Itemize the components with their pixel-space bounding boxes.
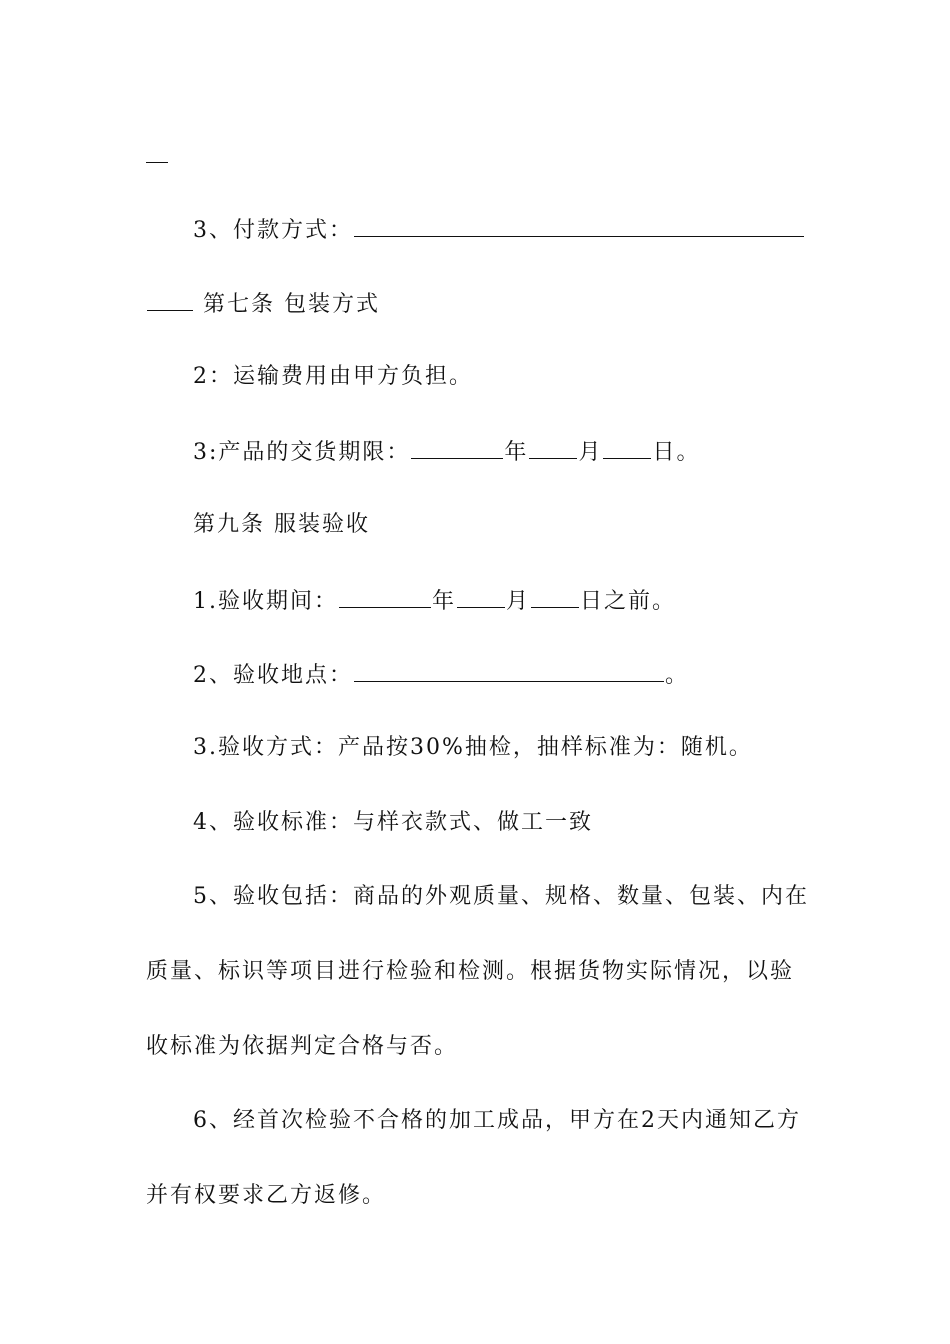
inspection-period-line	[193, 585, 676, 617]
year-label: 年	[432, 589, 457, 614]
inspection-method-line: 3.验收方式：产品按30%抽检，抽样标准为：随机。	[193, 735, 753, 760]
inspection-month-blank[interactable]	[457, 585, 505, 608]
rework-clause-line-2: 并有权要求乙方返修。	[146, 1183, 387, 1208]
month-label: 月	[578, 440, 603, 465]
delivery-deadline-line	[193, 436, 700, 468]
inspection-standard-line: 4、验收标准：与样衣款式、做工一致	[193, 810, 593, 835]
payment-method-label: 3、付款方式：	[193, 218, 353, 243]
article-7-blank[interactable]	[147, 288, 193, 311]
inspection-year-blank[interactable]	[339, 585, 431, 608]
inspection-period-label: 1.验收期间：	[193, 589, 338, 614]
day-label: 日。	[652, 440, 701, 465]
inspection-scope-line-3: 收标准为依据判定合格与否。	[146, 1034, 459, 1059]
month-label: 月	[506, 589, 531, 614]
delivery-deadline-label: 3:产品的交货期限：	[193, 440, 411, 465]
transport-fee-line: 2：运输费用由甲方负担。	[193, 364, 473, 389]
inspection-place-blank[interactable]	[354, 659, 664, 682]
inspection-day-blank[interactable]	[531, 585, 579, 608]
delivery-year-blank[interactable]	[411, 436, 503, 459]
delivery-month-blank[interactable]	[529, 436, 577, 459]
article-7-title: 第七条 包装方式	[203, 292, 380, 317]
inspection-scope-line-1: 5、验收包括：商品的外观质量、规格、数量、包装、内在	[193, 884, 809, 909]
inspection-place-line	[193, 659, 689, 691]
delivery-day-blank[interactable]	[603, 436, 651, 459]
period-mark: 。	[665, 663, 690, 688]
day-label: 日之前。	[580, 589, 677, 614]
payment-method-blank[interactable]	[354, 214, 804, 237]
year-label: 年	[504, 440, 529, 465]
article-9-title: 第九条 服装验收	[193, 512, 370, 537]
dash-mark	[146, 162, 168, 163]
payment-method-line	[193, 214, 805, 246]
article-7-line	[146, 288, 380, 320]
inspection-scope-line-2: 质量、标识等项目进行检验和检测。根据货物实际情况，以验	[146, 959, 795, 984]
rework-clause-line-1: 6、经首次检验不合格的加工成品，甲方在2天内通知乙方	[193, 1108, 801, 1133]
inspection-place-label: 2、验收地点：	[193, 663, 353, 688]
